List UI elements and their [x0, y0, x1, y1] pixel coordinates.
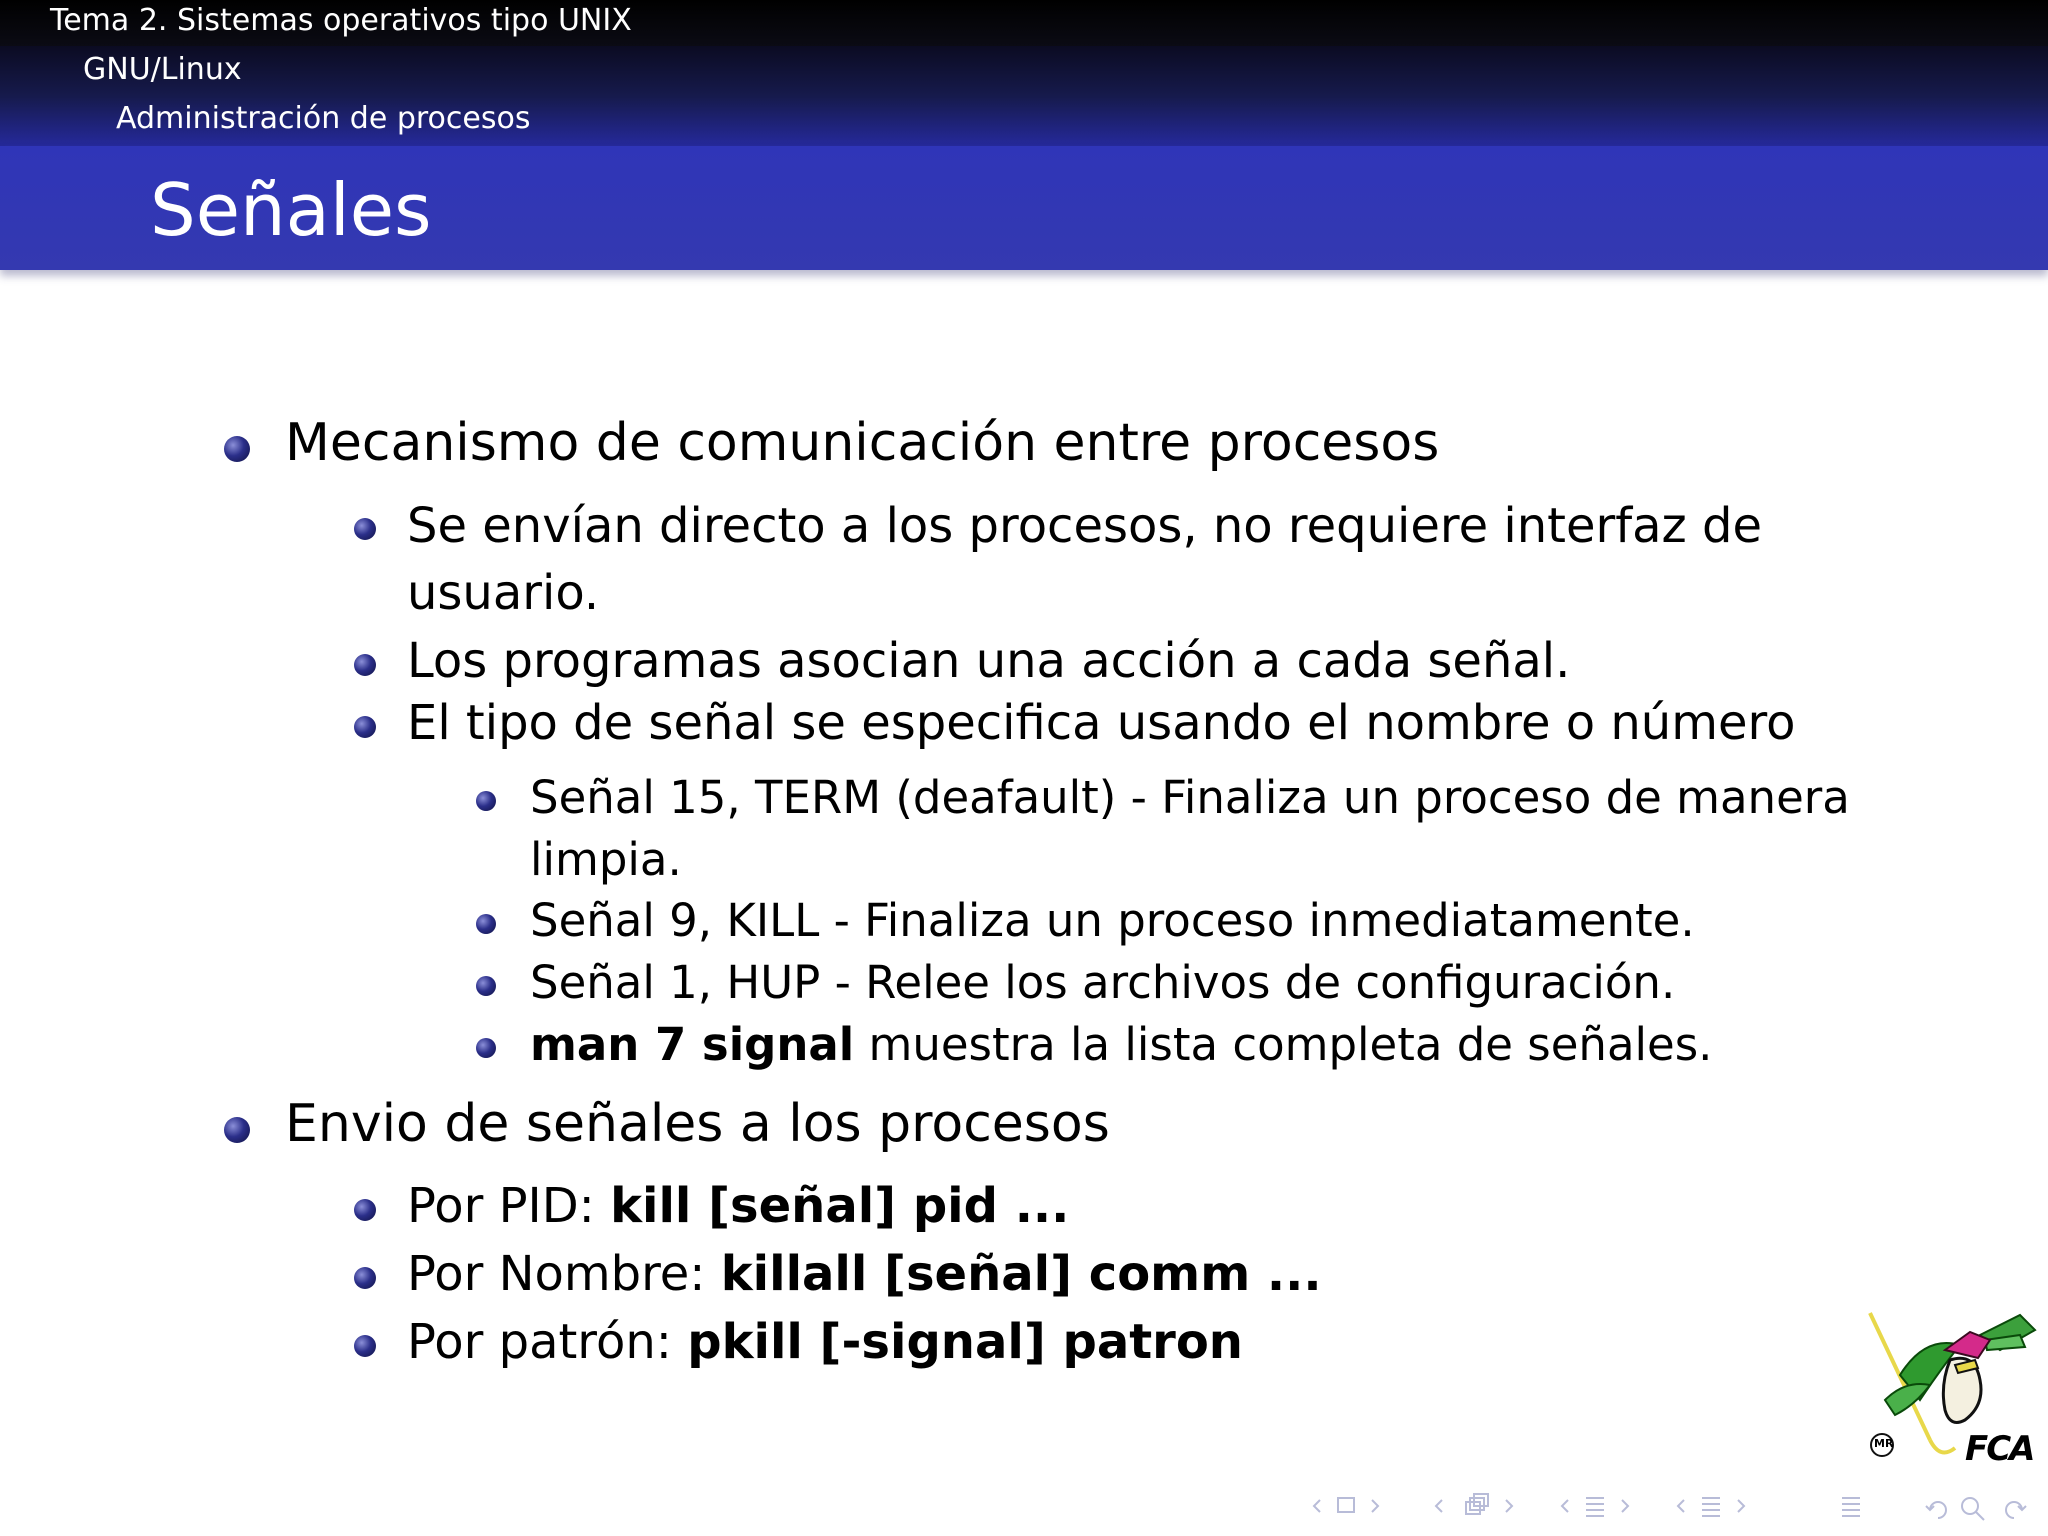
nav-subsection-icon[interactable]: [1466, 1494, 1488, 1514]
nav-frame-prev-icon[interactable]: [1314, 1500, 1320, 1512]
bullet-icon: [354, 716, 376, 738]
nav-doc-icon[interactable]: [1702, 1498, 1720, 1516]
logo-mark: MR: [1874, 1437, 1894, 1450]
command-text: pkill [-signal] patron: [687, 1314, 1243, 1370]
list-item: Mecanismo de comunicación entre procesos: [285, 413, 1440, 473]
bullet-icon: [354, 518, 376, 540]
bullet-icon: [476, 914, 496, 934]
list-item: [407, 1246, 1322, 1302]
bullet-icon: [354, 654, 376, 676]
list-item: Se envían directo a los procesos, no requiere interfaz de: [407, 498, 1762, 554]
nav-frame-next-icon[interactable]: [1372, 1500, 1378, 1512]
list-item: Los programas asocian una acción a cada señal.: [407, 633, 1571, 689]
nav-section-next-icon[interactable]: [1622, 1500, 1628, 1512]
bullet-icon: [476, 791, 496, 811]
list-item: Señal 15, TERM (deafault) - Finaliza un proceso de manera: [530, 771, 1850, 824]
nav-doc-next-icon[interactable]: [1738, 1500, 1744, 1512]
nav-section-prev-icon[interactable]: [1562, 1500, 1568, 1512]
nav-doc-prev-icon[interactable]: [1678, 1500, 1684, 1512]
bullet-icon: [354, 1267, 376, 1289]
header-subsubsection: Administración de procesos: [116, 101, 531, 136]
nav-align-icon[interactable]: [1842, 1498, 1860, 1516]
bullet-icon: [224, 436, 250, 462]
header-section: Tema 2. Sistemas operativos tipo UNIX: [50, 3, 632, 38]
nav-search-icon[interactable]: [1962, 1498, 1984, 1520]
list-item: Señal 9, KILL - Finaliza un proceso inmediatamente.: [530, 894, 1695, 947]
list-item-lead: Por Nombre:: [407, 1246, 721, 1302]
header-subsection: GNU/Linux: [83, 52, 242, 87]
slide-title: Señales: [150, 168, 432, 252]
list-item: [407, 1178, 1070, 1234]
command-text: kill [señal] pid ...: [610, 1178, 1070, 1234]
nav-subsection-prev-icon[interactable]: [1436, 1500, 1442, 1512]
command-text: killall [señal] comm ...: [720, 1246, 1322, 1302]
list-item-continuation: usuario.: [407, 565, 600, 621]
nav-back-icon[interactable]: [1926, 1502, 1946, 1518]
list-item-lead: Por PID:: [407, 1178, 611, 1234]
bullet-icon: [354, 1335, 376, 1357]
list-item-continuation: limpia.: [530, 833, 682, 886]
list-item-rest: muestra la lista completa de señales.: [854, 1018, 1713, 1071]
nav-section-icon[interactable]: [1586, 1498, 1604, 1516]
bullet-icon: [224, 1117, 250, 1143]
list-item: Señal 1, HUP - Relee los archivos de configuración.: [530, 956, 1676, 1009]
list-item: El tipo de señal se especifica usando el nombre o número: [407, 695, 1796, 751]
list-item: [530, 1018, 1713, 1071]
logo-letters: FCA: [1965, 1429, 2034, 1469]
bullet-icon: [476, 1038, 496, 1058]
nav-frame-icon[interactable]: [1338, 1498, 1354, 1512]
nav-forward-icon[interactable]: [2006, 1502, 2026, 1518]
list-item: [407, 1314, 1243, 1370]
bullet-icon: [354, 1199, 376, 1221]
bullet-icon: [476, 976, 496, 996]
list-item-lead: Por patrón:: [407, 1314, 688, 1370]
navigation-bar: [1310, 1488, 2040, 1524]
command-text: man 7 signal: [530, 1018, 855, 1071]
nav-subsection-next-icon[interactable]: [1506, 1500, 1512, 1512]
list-item: Envio de señales a los procesos: [285, 1094, 1110, 1154]
